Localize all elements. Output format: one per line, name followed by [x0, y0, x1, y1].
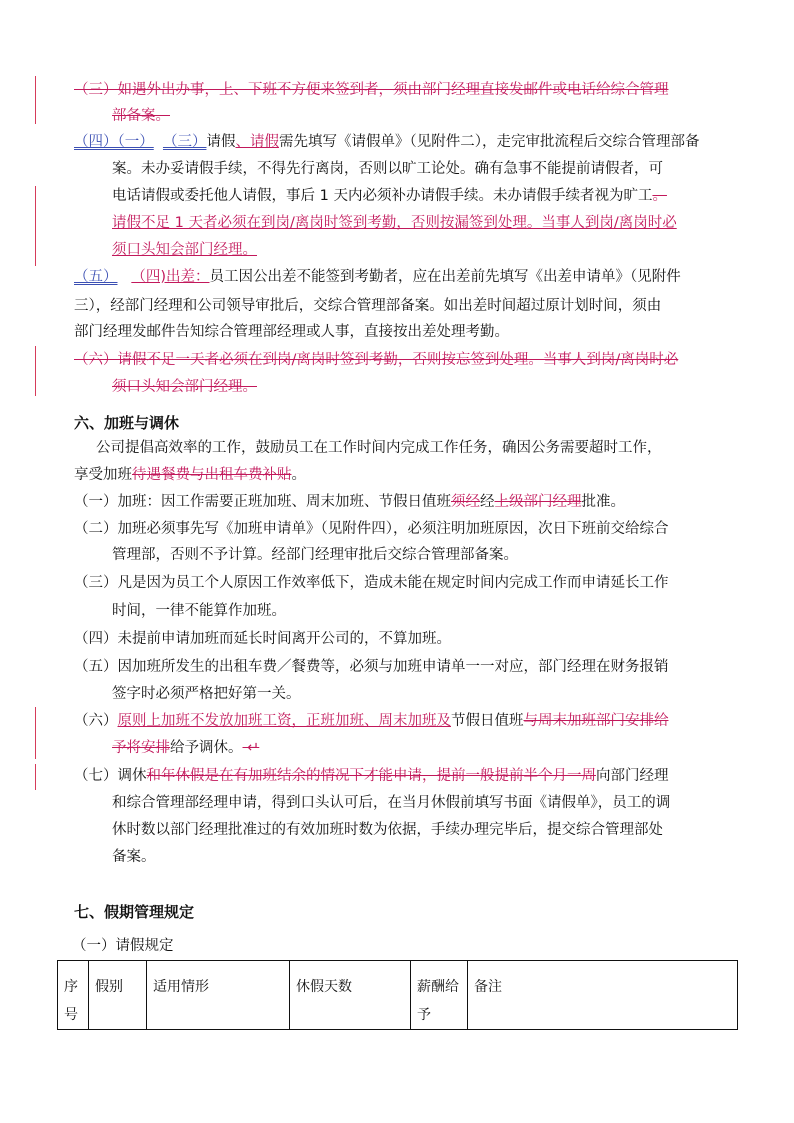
table-header-cell: 休假天数 — [290, 961, 411, 1030]
paragraph-mark-icon: ↵ — [242, 740, 260, 756]
inserted-text: 、请假 — [235, 134, 279, 150]
format-mark: （五） — [74, 269, 118, 285]
revision-bar — [35, 346, 36, 396]
overtime-item-3-line-1: （三）凡是因为员工个人原因工作效率低下，造成未能在规定时间内完成工作而申请延长工作 — [74, 575, 669, 591]
revision-bar — [35, 76, 36, 124]
table-header-row — [58, 961, 738, 1030]
revision-bar — [35, 707, 36, 759]
deleted-text: 与周末加班部门安排给 — [523, 713, 669, 729]
text: 节假日值班 — [451, 713, 524, 729]
leave-paragraph-line-2: 案。未办妥请假手续，不得先行离岗，否则以旷工论处。确有急事不能提前请假者，可 — [112, 161, 663, 177]
section-heading: 七、假期管理规定 — [74, 903, 195, 921]
revision-bar — [35, 764, 36, 790]
text: 需先填写《请假单》（见附件二），走完审批流程后交综合管理部备 — [278, 134, 700, 150]
overtime-item-5-line-1: （五）因加班所发生的出租车费／餐费等，必须与加班申请单一一对应，部门经理在财务报销 — [74, 659, 669, 675]
overtime-item-2-line-1: （二）加班必须事先写《加班申请单》（见附件四），必须注明加班原因，次日下班前交给综合 — [74, 521, 669, 537]
deleted-text: 予将安排 — [112, 740, 170, 756]
leave-paragraph-line-1 — [74, 132, 699, 152]
table-header-cell: 备注 — [468, 961, 738, 1030]
deleted-text: 。 — [652, 188, 667, 204]
table-header-cell: 序号 — [58, 961, 89, 1030]
leave-table — [57, 960, 738, 1030]
deleted-text: 上级部门经理 — [494, 494, 582, 510]
revision-bar — [35, 186, 36, 266]
deleted-paragraph-line: 部备案。 — [112, 108, 170, 124]
text: 。 — [291, 467, 306, 483]
table-header-cell: 薪酬给予 — [411, 961, 468, 1030]
subsection-heading: （一）请假规定 — [72, 938, 174, 954]
overtime-item-1 — [74, 492, 625, 512]
inserted-text: 原则上加班不发放加班工资，正班加班、周末加班及 — [117, 713, 451, 729]
overtime-item-7-line-1 — [74, 766, 669, 786]
inserted-line: 须口头知会部门经理。 — [112, 242, 257, 258]
overtime-item-6-line-2 — [112, 738, 259, 758]
leave-paragraph-line-3 — [112, 186, 667, 206]
overtime-item-5-line-2: 签字时必须严格把好第一关。 — [112, 686, 301, 702]
deleted-paragraph-line: 须口头知会部门经理。 — [112, 379, 257, 395]
trip-paragraph-line-2: 三），经部门经理和公司领导审批后，交综合管理部备案。如出差时间超过原计划时间，须由 — [74, 298, 662, 314]
text: 批准。 — [581, 494, 625, 510]
trip-paragraph-line-3: 部门经理发邮件告知综合管理部经理或人事，直接按出差处理考勤。 — [74, 324, 509, 340]
intro-line-2 — [74, 465, 306, 485]
intro-line-1: 公司提倡高效率的工作，鼓励员工在工作时间内完成工作任务，确因公务需要超时工作， — [96, 440, 662, 456]
overtime-item-7-line-3: 休时数以部门经理批准过的有效加班时数为依据，手续办理完毕后，提交综合管理部处 — [112, 822, 663, 838]
overtime-item-3-line-2: 时间，一律不能算作加班。 — [112, 603, 286, 619]
overtime-item-4: （四）未提前申请加班而延长时间离开公司的，不算加班。 — [74, 631, 451, 647]
table-header-cell: 适用情形 — [147, 961, 290, 1030]
text: 向部门经理 — [596, 768, 669, 784]
format-mark: （四） — [74, 134, 118, 150]
inserted-line: 请假不足 1 天者必须在到岗/离岗时签到考勤，否则按漏签到处理。当事人到岗/离岗时必 — [112, 215, 677, 231]
text: 享受加班 — [74, 467, 132, 483]
text: 请假 — [206, 134, 236, 150]
text: 电话请假或委托他人请假，事后 1 天内必须补办请假手续。未办请假手续者视为旷工 — [112, 188, 653, 204]
deleted-text: 和年休假是在有加班结余的情况下才能申请，提前一般提前半个月一周 — [146, 768, 596, 784]
text: 经 — [480, 494, 495, 510]
deleted-text: 待遇餐费与出租车费补贴 — [132, 467, 292, 483]
text: 员工因公出差不能签到考勤者，应在出差前先填写《出差申请单》（见附件 — [209, 269, 681, 285]
text: （六） — [74, 713, 118, 729]
section-heading: 六、加班与调休 — [74, 414, 180, 432]
deleted-paragraph-line: （三）如遇外出办事，上、下班不方便来签到者，须由部门经理直接发邮件或电话给综合管理 — [74, 82, 669, 98]
text: （一）加班：因工作需要正班加班、周末加班、节假日值班 — [74, 494, 451, 510]
trip-paragraph-line-1 — [74, 267, 681, 287]
overtime-item-7-line-4: 备案。 — [112, 849, 156, 865]
inserted-text: （四)出差： — [131, 269, 210, 285]
deleted-paragraph-line: （六）请假不足一天者必须在到岗/离岗时签到考勤，否则按忘签到处理。当事人到岗/离岗时必 — [74, 352, 679, 368]
overtime-item-7-line-2: 和综合管理部经理申请，得到口头认可后，在当月休假前填写书面《请假单》，员工的调 — [112, 795, 671, 811]
overtime-item-2-line-2: 管理部，否则不予计算。经部门经理审批后交综合管理部备案。 — [112, 547, 518, 563]
text: 给予调休。 — [170, 740, 243, 756]
table-header-cell: 假别 — [89, 961, 147, 1030]
text: （七）调休 — [74, 768, 147, 784]
overtime-item-6-line-1 — [74, 711, 669, 731]
format-mark: （一） — [117, 134, 154, 150]
deleted-text: 须经 — [451, 494, 480, 510]
format-mark: （三） — [162, 134, 207, 150]
